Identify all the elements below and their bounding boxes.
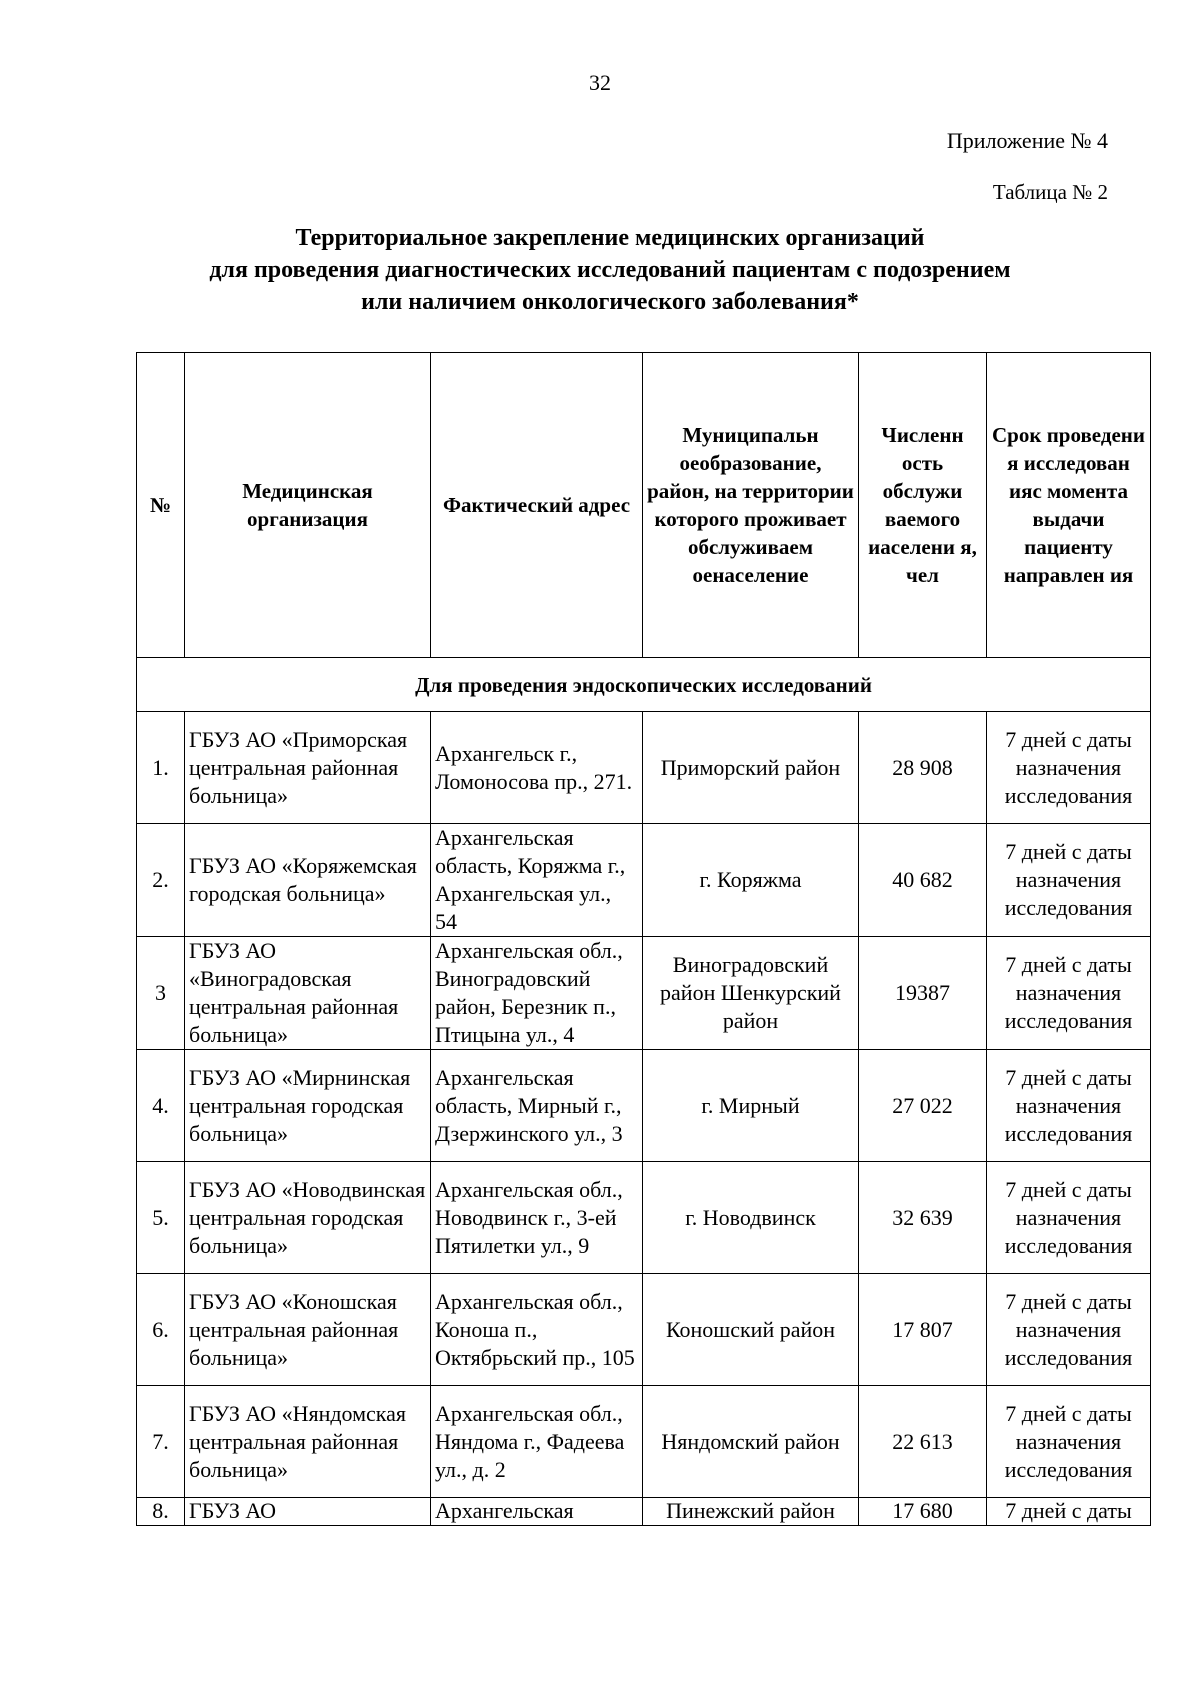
row-num: 3 <box>137 937 185 1050</box>
row-num: 1. <box>137 712 185 824</box>
row-municipality: Пинежский район <box>643 1498 859 1526</box>
header-address: Фактический адрес <box>431 353 643 658</box>
row-organization: ГБУЗ АО «Мирнинская центральная городская больница» <box>185 1050 431 1162</box>
row-population: 17 680 <box>859 1498 987 1526</box>
table-row <box>137 824 1151 937</box>
row-population: 19387 <box>859 937 987 1050</box>
row-organization: ГБУЗ АО «Виноградовская центральная районная больница» <box>185 937 431 1050</box>
row-organization: ГБУЗ АО «Няндомская центральная районная больница» <box>185 1386 431 1498</box>
header-term: Срок проведени я исследован ияс момента выдачи пациенту направлен ия <box>987 353 1151 658</box>
table-row <box>137 1050 1151 1162</box>
header-num: № <box>137 353 185 658</box>
page-number: 32 <box>589 70 611 95</box>
table-header-row <box>137 353 1151 658</box>
row-address: Архангельская обл., Виноградовский район, Березник п., Птицына ул., 4 <box>431 937 643 1050</box>
row-municipality: Няндомский район <box>643 1386 859 1498</box>
section-title: Для проведения эндоскопических исследований <box>137 658 1151 712</box>
row-organization: ГБУЗ АО «Коряжемская городская больница» <box>185 824 431 937</box>
row-address: Архангельская обл., Няндома г., Фадеева ул., д. 2 <box>431 1386 643 1498</box>
row-term: 7 дней с даты назначения исследования <box>987 937 1151 1050</box>
row-term: 7 дней с даты назначения исследования <box>987 1386 1151 1498</box>
row-municipality: Виноградовский район Шенкурский район <box>643 937 859 1050</box>
row-organization: ГБУЗ АО <box>185 1498 431 1526</box>
row-term: 7 дней с даты назначения исследования <box>987 1050 1151 1162</box>
row-population: 17 807 <box>859 1274 987 1386</box>
row-num: 6. <box>137 1274 185 1386</box>
row-organization: ГБУЗ АО «Коношская центральная районная больница» <box>185 1274 431 1386</box>
row-term: 7 дней с даты назначения исследования <box>987 824 1151 937</box>
table-label: Таблица № 2 <box>992 180 1108 204</box>
table-row <box>137 1162 1151 1274</box>
row-municipality: Коношский район <box>643 1274 859 1386</box>
row-term: 7 дней с даты <box>987 1498 1151 1526</box>
table-row <box>137 1274 1151 1386</box>
row-population: 32 639 <box>859 1162 987 1274</box>
row-municipality: г. Новодвинск <box>643 1162 859 1274</box>
row-population: 40 682 <box>859 824 987 937</box>
row-address: Архангельск г., Ломоносова пр., 271. <box>431 712 643 824</box>
row-municipality: г. Коряжма <box>643 824 859 937</box>
row-municipality: Приморский район <box>643 712 859 824</box>
row-address: Архангельская <box>431 1498 643 1526</box>
title-line-3: или наличием онкологического заболевания* <box>361 289 859 315</box>
row-num: 2. <box>137 824 185 937</box>
row-term: 7 дней с даты назначения исследования <box>987 1274 1151 1386</box>
row-address: Архангельская область, Коряжма г., Архангельская ул., 54 <box>431 824 643 937</box>
row-address: Архангельская обл., Новодвинск г., 3-ей Пятилетки ул., 9 <box>431 1162 643 1274</box>
appendix-label: Приложение № 4 <box>946 128 1108 153</box>
row-population: 22 613 <box>859 1386 987 1498</box>
table-row <box>137 937 1151 1050</box>
table-row <box>137 1386 1151 1498</box>
row-term: 7 дней с даты назначения исследования <box>987 712 1151 824</box>
row-term: 7 дней с даты назначения исследования <box>987 1162 1151 1274</box>
row-address: Архангельская область, Мирный г., Дзержинского ул., 3 <box>431 1050 643 1162</box>
table-row-partial <box>137 1498 1151 1526</box>
row-population: 27 022 <box>859 1050 987 1162</box>
row-population: 28 908 <box>859 712 987 824</box>
header-population: Численн ость обслужи ваемого иаселени я, чел <box>859 353 987 658</box>
section-row <box>137 658 1151 712</box>
row-organization: ГБУЗ АО «Новодвинская центральная городская больница» <box>185 1162 431 1274</box>
territorial-assignment-table <box>136 352 1151 1526</box>
row-num: 7. <box>137 1386 185 1498</box>
table-row <box>137 712 1151 824</box>
row-municipality: г. Мирный <box>643 1050 859 1162</box>
row-address: Архангельская обл., Коноша п., Октябрьский пр., 105 <box>431 1274 643 1386</box>
title-line-2: для проведения диагностических исследований пациентам с подозрением <box>209 257 1011 283</box>
header-organization: Медицинская организация <box>185 353 431 658</box>
header-municipality: Муниципальн оеобразование, район, на территории которого проживает обслуживаем оенаселение <box>643 353 859 658</box>
row-num: 5. <box>137 1162 185 1274</box>
row-organization: ГБУЗ АО «Приморская центральная районная больница» <box>185 712 431 824</box>
document-title <box>140 222 1080 318</box>
title-line-1: Территориальное закрепление медицинских организаций <box>295 225 925 251</box>
row-num: 4. <box>137 1050 185 1162</box>
table-body <box>137 712 1151 1498</box>
row-num: 8. <box>137 1498 185 1526</box>
